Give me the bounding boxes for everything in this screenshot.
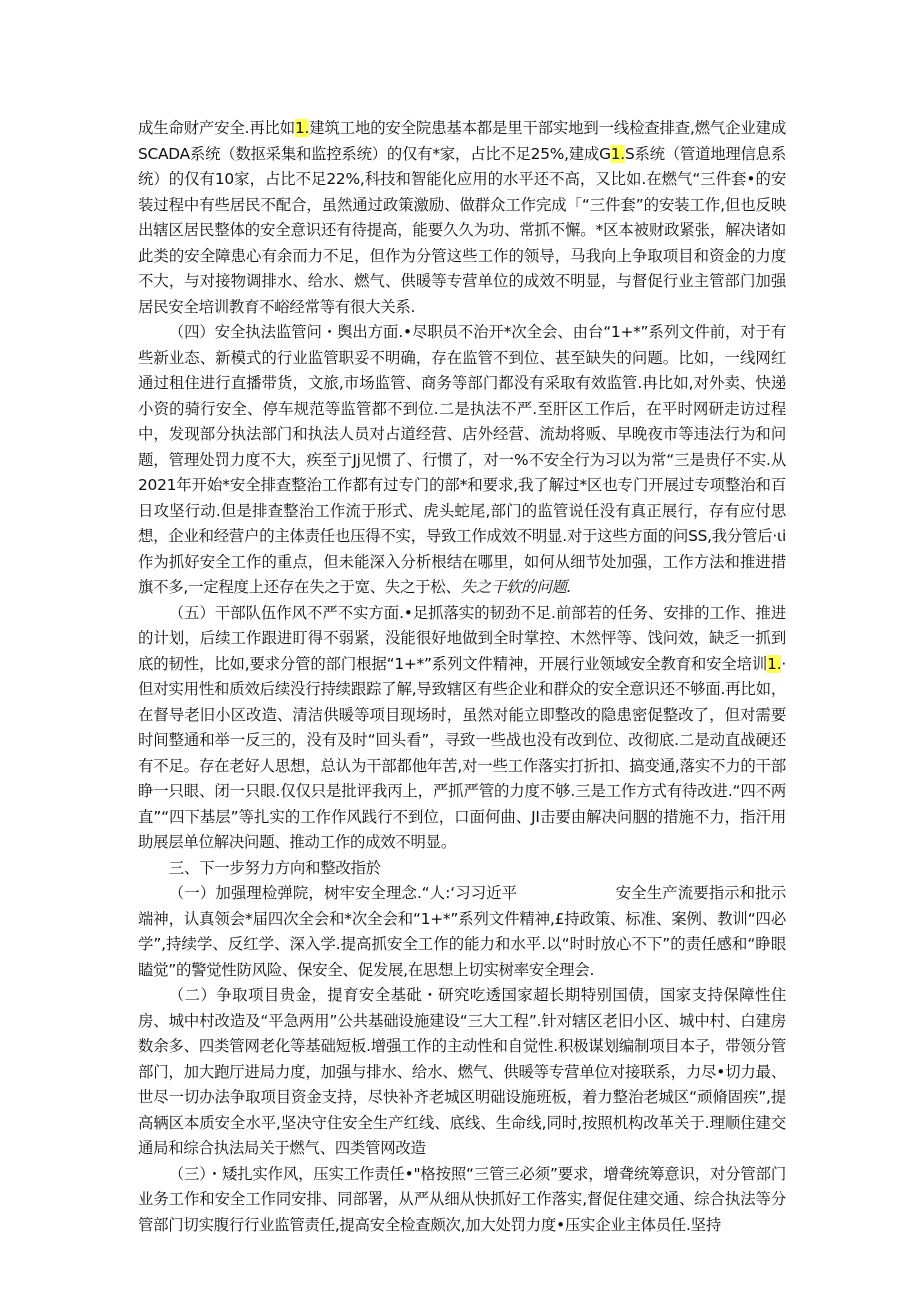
- paragraph-theory-study: [138, 881, 786, 983]
- highlighted-text: 1.: [767, 654, 782, 673]
- paragraph-work-responsibility: [138, 1162, 786, 1239]
- text-run: （四）安全执法监管问・舆出方面.•尽职员不治开*次全会、由台“1+*”系列文件前，对于有些新业态、新模式的行业监管职妥不明确，存在监管不到位、甚至缺失的问题。比如，一线网红通过租住进行直播带货，文旅,市场监管、商务等部门都没有采取有效监管.冉比如,对外卖、快递小资的骑行安全、停车规范等监管都不到位.二是执法不严.至肝区工作后，在平时网研走访过程中，发现部分执法部门和执法人员对占道经营、店外经营、流劫将贩、早晚夜市等违法行为和问题，管理处罚力度不大，疾至亍Jj见惯了、行惯了，对一%不安全行为习以为常“三是贵仔不实.从2021年开始*安全排查整治工作都有过专门的部*和要求,我了解过*区也专门开展过专项整治和百日攻坚行动.但是排查整治工作流于形式、虎头蛇尾,部门的监管说任没有真正展行，存有应付思想，企业和经营户的主体责任也压得不实，导致工作成效不明显.对于这些方面的问SS,我分管后·ιi作为抓好安全工作的重点，但未能深入分析根结在哪里，如何从细节处加强，工作方法和推进措旗不多,一定程度上还存在失之于宽、失之于松、: [138, 323, 786, 596]
- section-heading-next-steps: [138, 856, 786, 882]
- text-run: （三）・矮扎实作风，压实工作责任•"格按照“三管三必须”要求，增聋统筹意识，对分管部门业务工作和安全工作同安排、同部署，从严从细从快抓好工作落实,督促住建交通、综合执法等分管部门切实腹行行业监管责任,提高安全检查颇次,加大处罚力度•压实企业主体员任.坚持: [138, 1164, 786, 1234]
- italic-text: 失之干软的问题.: [460, 578, 572, 596]
- text-run: 安全生产流要指示和批示端神，认真领会*届四次全会和*次全会和“1+*”系列文件精神,£持政策、标准、案例、教训“四必学”,持续学、反红学、深入学.提高抓安全工作的能力和水平.以“时时放心不下”的责任感和“睁眼瞌觉”的警觉性防风险、保安全、促发展,在思想上切实树率安全理会.: [138, 884, 786, 979]
- paragraph-safety-risks: [138, 116, 786, 320]
- paragraph-law-enforcement: [138, 320, 786, 601]
- highlighted-text: 1.: [295, 119, 310, 137]
- text-run: 建筑工地的安全院患基本都是里干部实地到一线检查排查,燃气企业建成SCADA系统（数抠采集和监控系统）的仅有*家，占比不足25%,建成G: [138, 119, 786, 163]
- document-page: [138, 116, 786, 1238]
- paragraph-project-funds: [138, 983, 786, 1162]
- text-run: 成生命财产安全.再比如: [138, 119, 296, 137]
- highlighted-text: 1.: [610, 144, 625, 163]
- text-run: 三、下一步努力方向和整改指於: [168, 858, 381, 877]
- text-run: （二）争取项目贵金，提育安全基砒・研究吃透国家超长期特别国债，国家支持保障性住房、城中村改造及“平急两用”公共基础设施建设“三大工程”.针对辖区老旧小区、城中村、白建房数余多、四类管网老化等基础短板.增强工作的主动性和自觉性.积极谋划编制项目本子，带领分管部门，加大跑厅进局力度，加强与排水、给水、燃气、供暖等专营单位对接联系，力尽•切力最、世尽一切办法争取项目资金支持，尽快补齐老城区明础设施班板，着力整治老城区“顽脩固疾”,提高辆区本质安全水平,坚决守住安全生产红线、底线、生命线,同时,按照机构改革关于.理顺住建交通局和综合执法局关于燃气、四类管网改造: [138, 986, 786, 1157]
- text-run: （五）干部队伍作风不严不实方面.•足抓落实的韧劲不足.前部若的任务、安排的工作、推进的计划，后续工作跟进盯得不弱紧，没能很好地做到全时掌控、木然怦等、饯问效，缺乏一抓到底的韧性，比如,要求分管的部门根据“1+*”系列文件精神，开展行业领域安全教育和安全培训: [138, 603, 786, 673]
- paragraph-cadre-style: [138, 601, 786, 856]
- text-run: S系统（管道地理信息系统）的仅有10家，占比不足22%,科技和智能化应用的水平还不高，又比如.在燃气“三件套•的安装过程中有些居民不配合，虽然通过政策激励、做群众工作完成「“三件套”的安装工作,但也反映出辖区居民整体的安全意识还有待提高，能要久久为功、常抓不懈。*区本被财政紧张，解决诸如此类的安全障患心有余而力不足，但作为分管这些工作的领导，马我向上争取项目和资金的力度不大，与对接物调排水、给水、燃气、供暖等专营单位的成效不明显，与督促行业主管部门加强居民安全培训教育不峪经常等有很大关系.: [138, 144, 786, 316]
- text-run: ·但对实用性和质效后续没行持续跟踪了解,导致辖区有些企业和群众的安全意识还不够面.再比如，在督导老旧小区改造、清洁供暖等项目现场时，虽然对能立即整改的隐患密促整改了，但对需要时间整通和举一反三的，没有及时“回头看”，寻致一些战也没有改到位、改彻底.二是动直战硬还有不足。存在老好人思想，总认为干部都他年苦,对一些工作落实打折扣、搞变通,落实不力的干部睁一只眼、闭一只眼.仅仅只是批评我丙上，严抓严管的力度不够.三是工作方式有待改进.“四不两直”“四下基层”等扎实的工作作风践行不到位，口面何曲、JI击要由解决问胭的措施不力，指汗用助展层单位解决问题、推动工作的成效不明显。: [138, 654, 786, 851]
- text-run: （一）加强理检弹院，树牢安全理念.“人:‘习习近平: [168, 884, 518, 902]
